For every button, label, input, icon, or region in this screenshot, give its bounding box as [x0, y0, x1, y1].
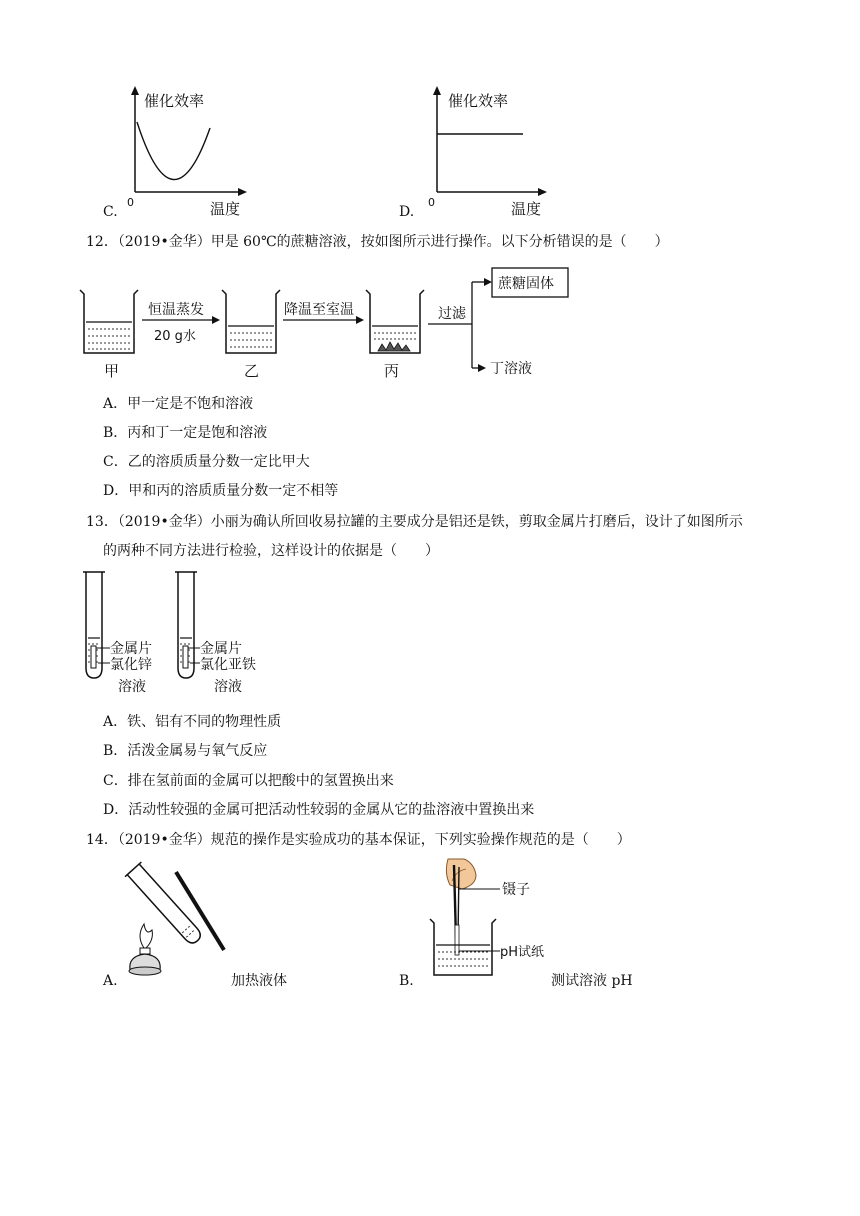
- q13-option-a: A．铁、铝有不同的物理性质: [103, 714, 282, 730]
- q13-t2-sol2-label: 溶液: [214, 679, 242, 695]
- q14-option-b-caption: 测试溶液 pH: [551, 973, 633, 989]
- q12-option-d: D．甲和丙的溶质质量分数一定不相等: [103, 483, 339, 499]
- q13-metal-strip-2: [183, 646, 188, 668]
- beaker-bing: [366, 290, 424, 353]
- q12-out2-label: 丁溶液: [490, 361, 532, 377]
- beaker-jia: [80, 290, 138, 353]
- q11-option-c-letter: C.: [103, 204, 118, 220]
- q12-step1-sub: 20 g水: [154, 329, 196, 344]
- q13-t1-metal-label: 金属片: [110, 641, 152, 657]
- q11-graph-c: [118, 84, 258, 220]
- q12-stem: 12．（2019•金华）甲是 60℃的蔗糖溶液，按如图所示进行操作。以下分析错误的是（ ）: [86, 234, 669, 250]
- q11-d-x-label: 温度: [511, 200, 542, 218]
- q12-out1-label: 蔗糖固体: [498, 276, 554, 292]
- q11-graph-d: [418, 84, 558, 220]
- q12-step1-label: 恒温蒸发: [148, 302, 204, 318]
- q14-ph-paper-label: pH试纸: [500, 945, 545, 960]
- q12-beaker-label-jia: 甲: [104, 362, 120, 380]
- q11-d-origin: 0: [428, 196, 435, 209]
- q14-ph-strip: [455, 925, 459, 955]
- q13-t1-sol-label: 氯化锌: [110, 657, 152, 673]
- q12-option-c: C．乙的溶质质量分数一定比甲大: [103, 454, 310, 470]
- beaker-yi: [222, 290, 280, 353]
- q13-option-d: D．活动性较强的金属可把活动性较弱的金属从它的盐溶液中置换出来: [103, 802, 535, 818]
- q13-figure: [80, 568, 280, 704]
- q12-option-a: A．甲一定是不饱和溶液: [103, 396, 254, 412]
- q13-t1-sol2-label: 溶液: [118, 679, 146, 695]
- q13-metal-strip-1: [91, 646, 96, 668]
- q13-t2-metal-label: 金属片: [200, 641, 242, 657]
- q12-step2-label: 降温至室温: [284, 302, 354, 318]
- q14-option-b-letter: B.: [399, 973, 414, 989]
- q14-option-a-letter: A.: [103, 973, 118, 989]
- q13-option-b: B．活泼金属易与氧气反应: [103, 743, 268, 759]
- q14-hand: [446, 859, 476, 889]
- q12-step3-label: 过滤: [438, 306, 466, 322]
- q14-option-b-figure: [426, 855, 576, 985]
- q13-test-tube-2: [175, 572, 200, 678]
- q13-stem-line2: 的两种不同方法进行检验，这样设计的依据是（ ）: [103, 543, 439, 559]
- q14-tweezers-label: 镊子: [502, 882, 530, 898]
- q14-stem: 14．（2019•金华）规范的操作是实验成功的基本保证，下列实验操作规范的是（ ）: [86, 832, 631, 848]
- q11-c-curve: [137, 122, 210, 180]
- q11-c-origin: 0: [127, 196, 134, 209]
- q11-c-y-label: 催化效率: [144, 92, 205, 110]
- q13-option-c: C．排在氢前面的金属可以把酸中的氢置换出来: [103, 773, 394, 789]
- q11-option-d-letter: D.: [399, 204, 415, 220]
- q13-stem-line1: 13．（2019•金华）小丽为确认所回收易拉罐的主要成分是铝还是铁，剪取金属片打磨后，设计了如图所示: [86, 514, 743, 530]
- q12-beaker-label-bing: 丙: [384, 362, 400, 380]
- q11-c-x-label: 温度: [210, 200, 241, 218]
- q14-flame: [140, 924, 152, 948]
- q11-d-y-label: 催化效率: [448, 92, 509, 110]
- q12-crystals: [378, 342, 410, 351]
- q12-option-b: B．丙和丁一定是饱和溶液: [103, 425, 268, 441]
- q12-beaker-label-yi: 乙: [244, 362, 260, 380]
- q12-figure: [78, 258, 578, 386]
- q14-option-a-figure: [120, 852, 230, 982]
- q13-test-tube-1: [83, 572, 110, 678]
- q14-option-a-caption: 加热液体: [231, 973, 287, 989]
- q13-t2-sol-label: 氯化亚铁: [200, 657, 256, 673]
